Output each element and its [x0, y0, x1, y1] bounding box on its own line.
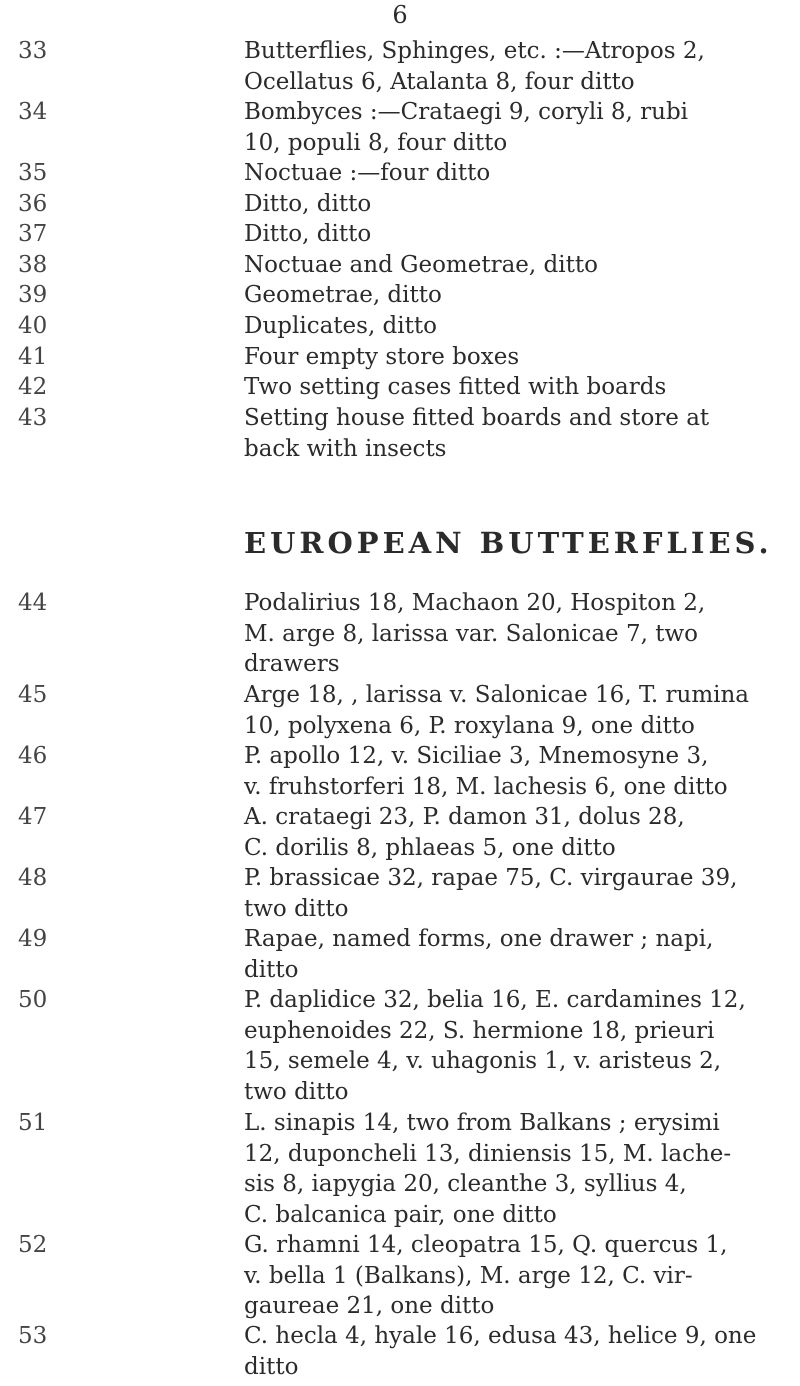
lot-number: 48 — [18, 865, 48, 891]
lot-description — [244, 36, 800, 97]
lot-number: 33 — [18, 38, 48, 64]
lot-number: 35 — [18, 160, 48, 186]
lot-line: Ocellatus 6, Atalanta 8, four ditto — [244, 68, 635, 95]
lot-line: C. hecla 4, hyale 16, edusa 43, helice 9, one — [244, 1323, 757, 1349]
lot-line: P. daplidice 32, belia 16, E. cardamines 12, — [244, 987, 746, 1013]
lot-number: 39 — [18, 282, 48, 308]
lot-description — [244, 158, 800, 189]
lot-line: C. balcanica pair, one ditto — [244, 1201, 557, 1228]
lot-number: 52 — [18, 1232, 48, 1258]
lot-line: drawers — [244, 651, 340, 678]
lot-line: v. fruhstorferi 18, M. lachesis 6, one ditto — [244, 773, 728, 800]
lot-number: 40 — [18, 313, 48, 339]
lot-line: Podalirius 18, Machaon 20, Hospiton 2, — [244, 590, 706, 616]
lot-line: Noctuae :—four ditto — [244, 160, 491, 186]
lot-line: Setting house fitted boards and store at — [244, 405, 710, 431]
lot-line: P. apollo 12, v. Siciliae 3, Mnemosyne 3, — [244, 743, 709, 769]
lot-line: Ditto, ditto — [244, 191, 372, 217]
lot-number: 41 — [18, 344, 48, 370]
page-number: 6 — [392, 1, 408, 29]
lot-number: 38 — [18, 252, 48, 278]
lot-number: 51 — [18, 1110, 48, 1136]
lot-description — [244, 680, 800, 741]
lot-description — [244, 924, 800, 985]
lot-line: C. dorilis 8, phlaeas 5, one ditto — [244, 834, 616, 861]
lot-number: 43 — [18, 405, 48, 431]
lot-line: back with insects — [244, 435, 447, 462]
lot-line: Four empty store boxes — [244, 344, 520, 370]
lot-line: ditto — [244, 956, 299, 983]
lot-number: 36 — [18, 191, 48, 217]
lot-description — [244, 1321, 800, 1382]
lot-description — [244, 311, 800, 342]
lot-line: two ditto — [244, 895, 349, 922]
lot-description — [244, 189, 800, 220]
lot-line: euphenoides 22, S. hermione 18, prieuri — [244, 1017, 715, 1044]
lot-line: G. rhamni 14, cleopatra 15, Q. quercus 1, — [244, 1232, 728, 1258]
lot-line: M. arge 8, larissa var. Salonicae 7, two — [244, 620, 699, 647]
lot-line: two ditto — [244, 1078, 349, 1105]
lot-number: 53 — [18, 1323, 48, 1349]
lot-description — [244, 372, 800, 403]
lot-description — [244, 250, 800, 281]
lot-line: A. crataegi 23, P. damon 31, dolus 28, — [244, 804, 685, 830]
lot-number: 34 — [18, 99, 48, 125]
lot-description — [244, 741, 800, 802]
lot-line: v. bella 1 (Balkans), M. arge 12, C. vir- — [244, 1262, 693, 1289]
lot-line: 10, populi 8, four ditto — [244, 129, 508, 156]
lot-description — [244, 1230, 800, 1322]
lot-description — [244, 1108, 800, 1230]
lot-number: 42 — [18, 374, 48, 400]
lot-line: gaureae 21, one ditto — [244, 1293, 495, 1320]
lot-number: 37 — [18, 221, 48, 247]
lot-number: 46 — [18, 743, 48, 769]
lot-description — [244, 985, 800, 1107]
lot-number: 50 — [18, 987, 48, 1013]
lot-number: 44 — [18, 590, 48, 616]
lot-line: P. brassicae 32, rapae 75, C. virgaurae 39, — [244, 865, 738, 891]
lot-line: ditto — [244, 1353, 299, 1380]
lot-description — [244, 219, 800, 250]
lot-number: 45 — [18, 682, 48, 708]
lot-number: 49 — [18, 926, 48, 952]
lot-line: Geometrae, ditto — [244, 282, 442, 308]
lot-description — [244, 588, 800, 680]
lot-number: 47 — [18, 804, 48, 830]
lot-line: Duplicates, ditto — [244, 313, 437, 339]
lot-line: Arge 18, , larissa v. Salonicae 16, T. rumina — [244, 682, 750, 708]
lot-line: 12, duponcheli 13, diniensis 15, M. lache- — [244, 1140, 732, 1167]
lot-line: Two setting cases fitted with boards — [244, 374, 667, 400]
lot-line: sis 8, iapygia 20, cleanthe 3, syllius 4, — [244, 1171, 687, 1198]
lot-line: Rapae, named forms, one drawer ; napi, — [244, 926, 714, 952]
lot-description — [244, 97, 800, 158]
lot-description — [244, 280, 800, 311]
lot-line: Ditto, ditto — [244, 221, 372, 247]
lot-line: 15, semele 4, v. uhagonis 1, v. aristeus 2, — [244, 1048, 722, 1075]
section-heading: EUROPEAN BUTTERFLIES. — [244, 526, 773, 560]
lot-line: L. sinapis 14, two from Balkans ; erysimi — [244, 1110, 720, 1136]
lot-description — [244, 342, 800, 373]
lot-line: 10, polyxena 6, P. roxylana 9, one ditto — [244, 712, 695, 739]
lot-description — [244, 403, 800, 464]
lot-line: Bombyces :—Crataegi 9, coryli 8, rubi — [244, 99, 689, 125]
lot-description — [244, 802, 800, 863]
lot-line: Butterflies, Sphinges, etc. :—Atropos 2, — [244, 38, 705, 64]
lot-line: Noctuae and Geometrae, ditto — [244, 252, 598, 278]
lot-description — [244, 863, 800, 924]
